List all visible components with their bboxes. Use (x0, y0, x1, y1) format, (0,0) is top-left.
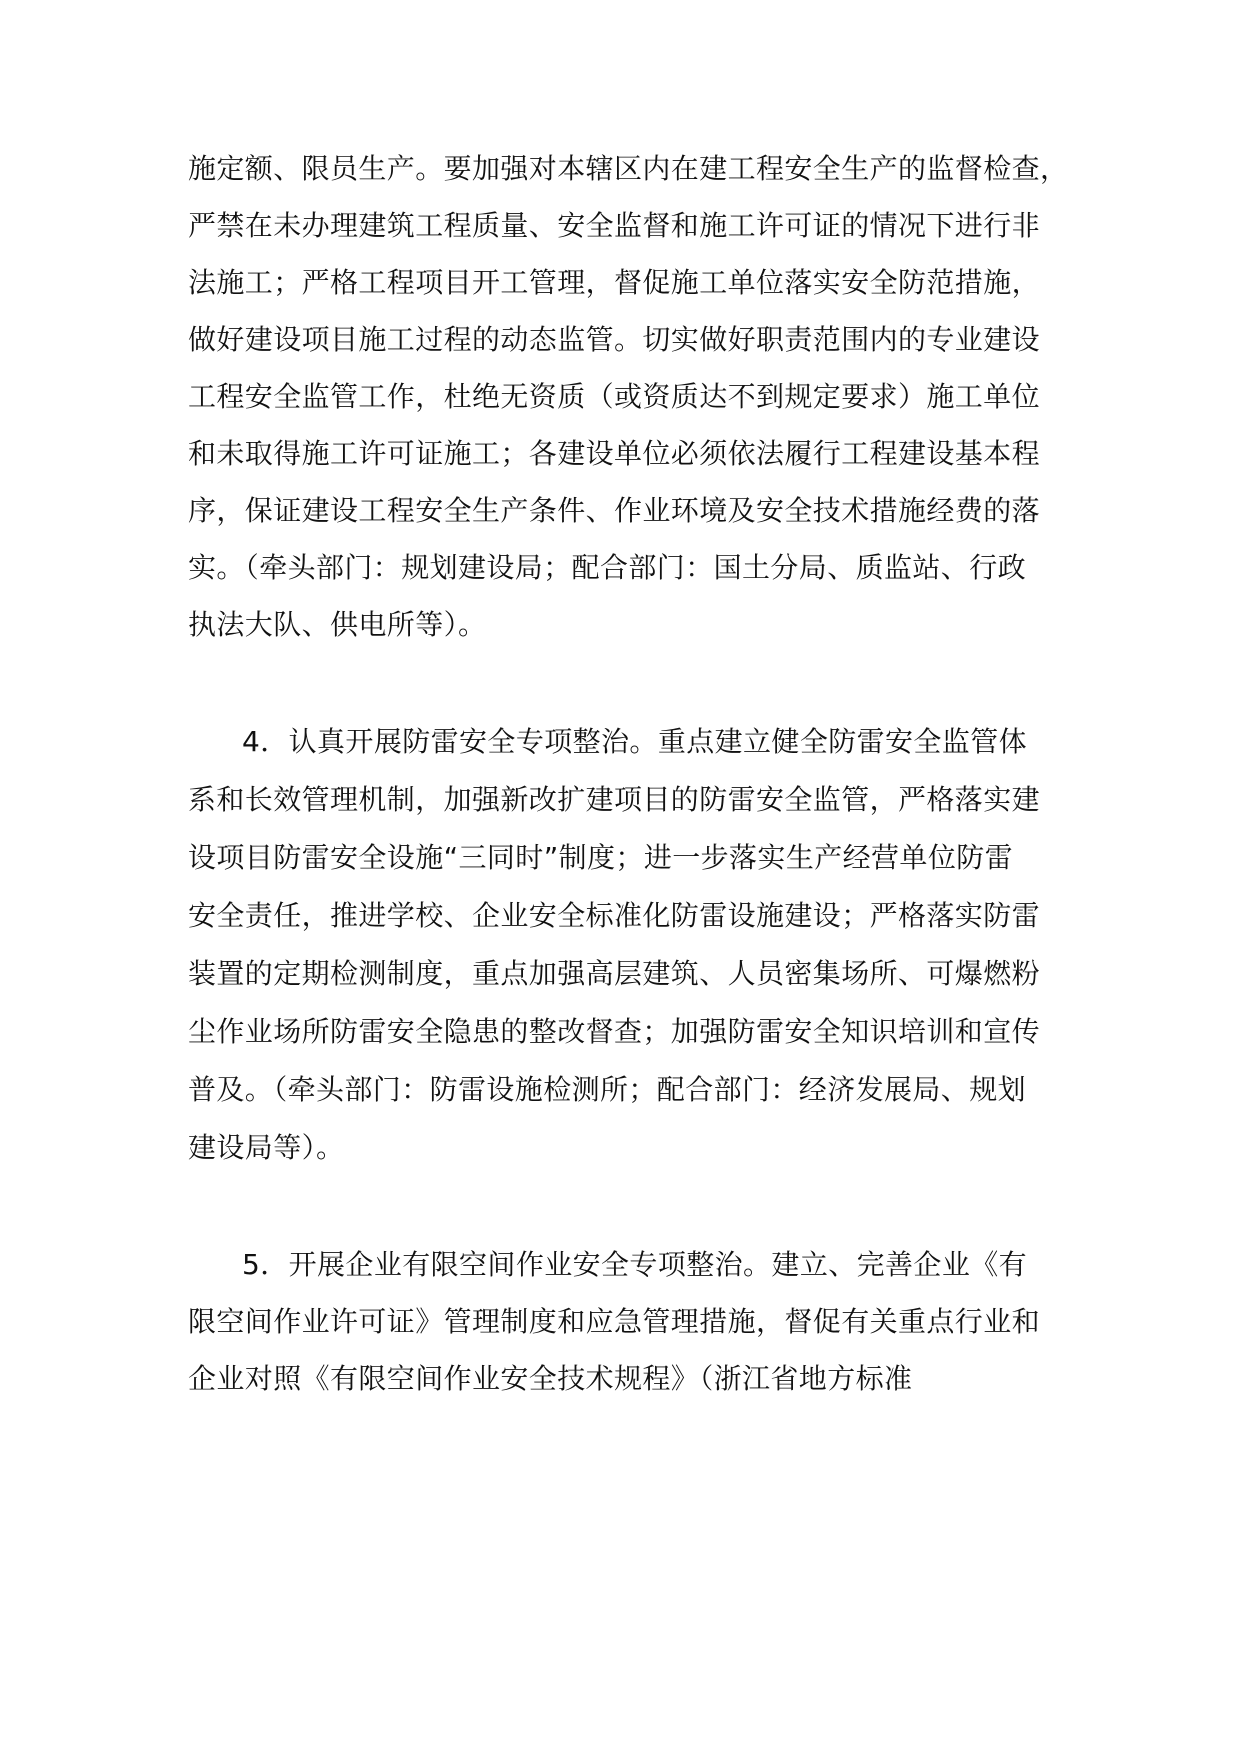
paragraph-2-line-3: 设项目防雷安全设施“三同时”制度；进一步落实生产经营单位防雷 (188, 841, 1014, 874)
paragraph-1-line-3: 法施工；严格工程项目开工管理，督促施工单位落实安全防范措施， (188, 266, 1041, 299)
paragraph-1-line-7: 序，保证建设工程安全生产条件、作业环境及安全技术措施经费的落 (188, 494, 1041, 527)
paragraph-2-line-4: 安全责任，推进学校、企业安全标准化防雷设施建设；严格落实防雷 (188, 899, 1041, 932)
paragraph-2-line-6: 尘作业场所防雷安全隐患的整改督查；加强防雷安全知识培训和宣传 (188, 1015, 1041, 1048)
paragraph-1-line-2: 严禁在未办理建筑工程质量、安全监督和施工许可证的情况下进行非 (188, 209, 1041, 242)
paragraph-2-line-1: 4．认真开展防雷安全专项整治。重点建立健全防雷安全监管体 (242, 725, 1028, 758)
paragraph-1-line-5: 工程安全监管工作，杜绝无资质（或资质达不到规定要求）施工单位 (188, 380, 1041, 413)
paragraph-2-line-2: 系和长效管理机制，加强新改扩建项目的防雷安全监管，严格落实建 (188, 783, 1041, 816)
paragraph-2-line-5: 装置的定期检测制度，重点加强高层建筑、人员密集场所、可爆燃粉 (188, 957, 1041, 990)
paragraph-1-line-4: 做好建设项目施工过程的动态监管。切实做好职责范围内的专业建设 (188, 323, 1041, 356)
paragraph-1-line-9: 执法大队、供电所等）。 (188, 608, 487, 641)
paragraph-1-line-8: 实。（牵头部门：规划建设局；配合部门：国土分局、质监站、行政 (188, 551, 1027, 584)
paragraph-2-line-8: 建设局等）。 (188, 1131, 345, 1164)
paragraph-1-line-1: 施定额、限员生产。要加强对本辖区内在建工程安全生产的监督检查， (188, 152, 1069, 185)
paragraph-2-line-7: 普及。（牵头部门：防雷设施检测所；配合部门：经济发展局、规划 (188, 1073, 1027, 1106)
paragraph-3-line-3: 企业对照《有限空间作业安全技术规程》（浙江省地方标准 (188, 1362, 913, 1395)
paragraph-3-line-1: 5．开展企业有限空间作业安全专项整治。建立、完善企业《有 (242, 1248, 1028, 1281)
paragraph-3-line-2: 限空间作业许可证》管理制度和应急管理措施，督促有关重点行业和 (188, 1305, 1041, 1338)
paragraph-1-line-6: 和未取得施工许可证施工；各建设单位必须依法履行工程建设基本程 (188, 437, 1041, 470)
